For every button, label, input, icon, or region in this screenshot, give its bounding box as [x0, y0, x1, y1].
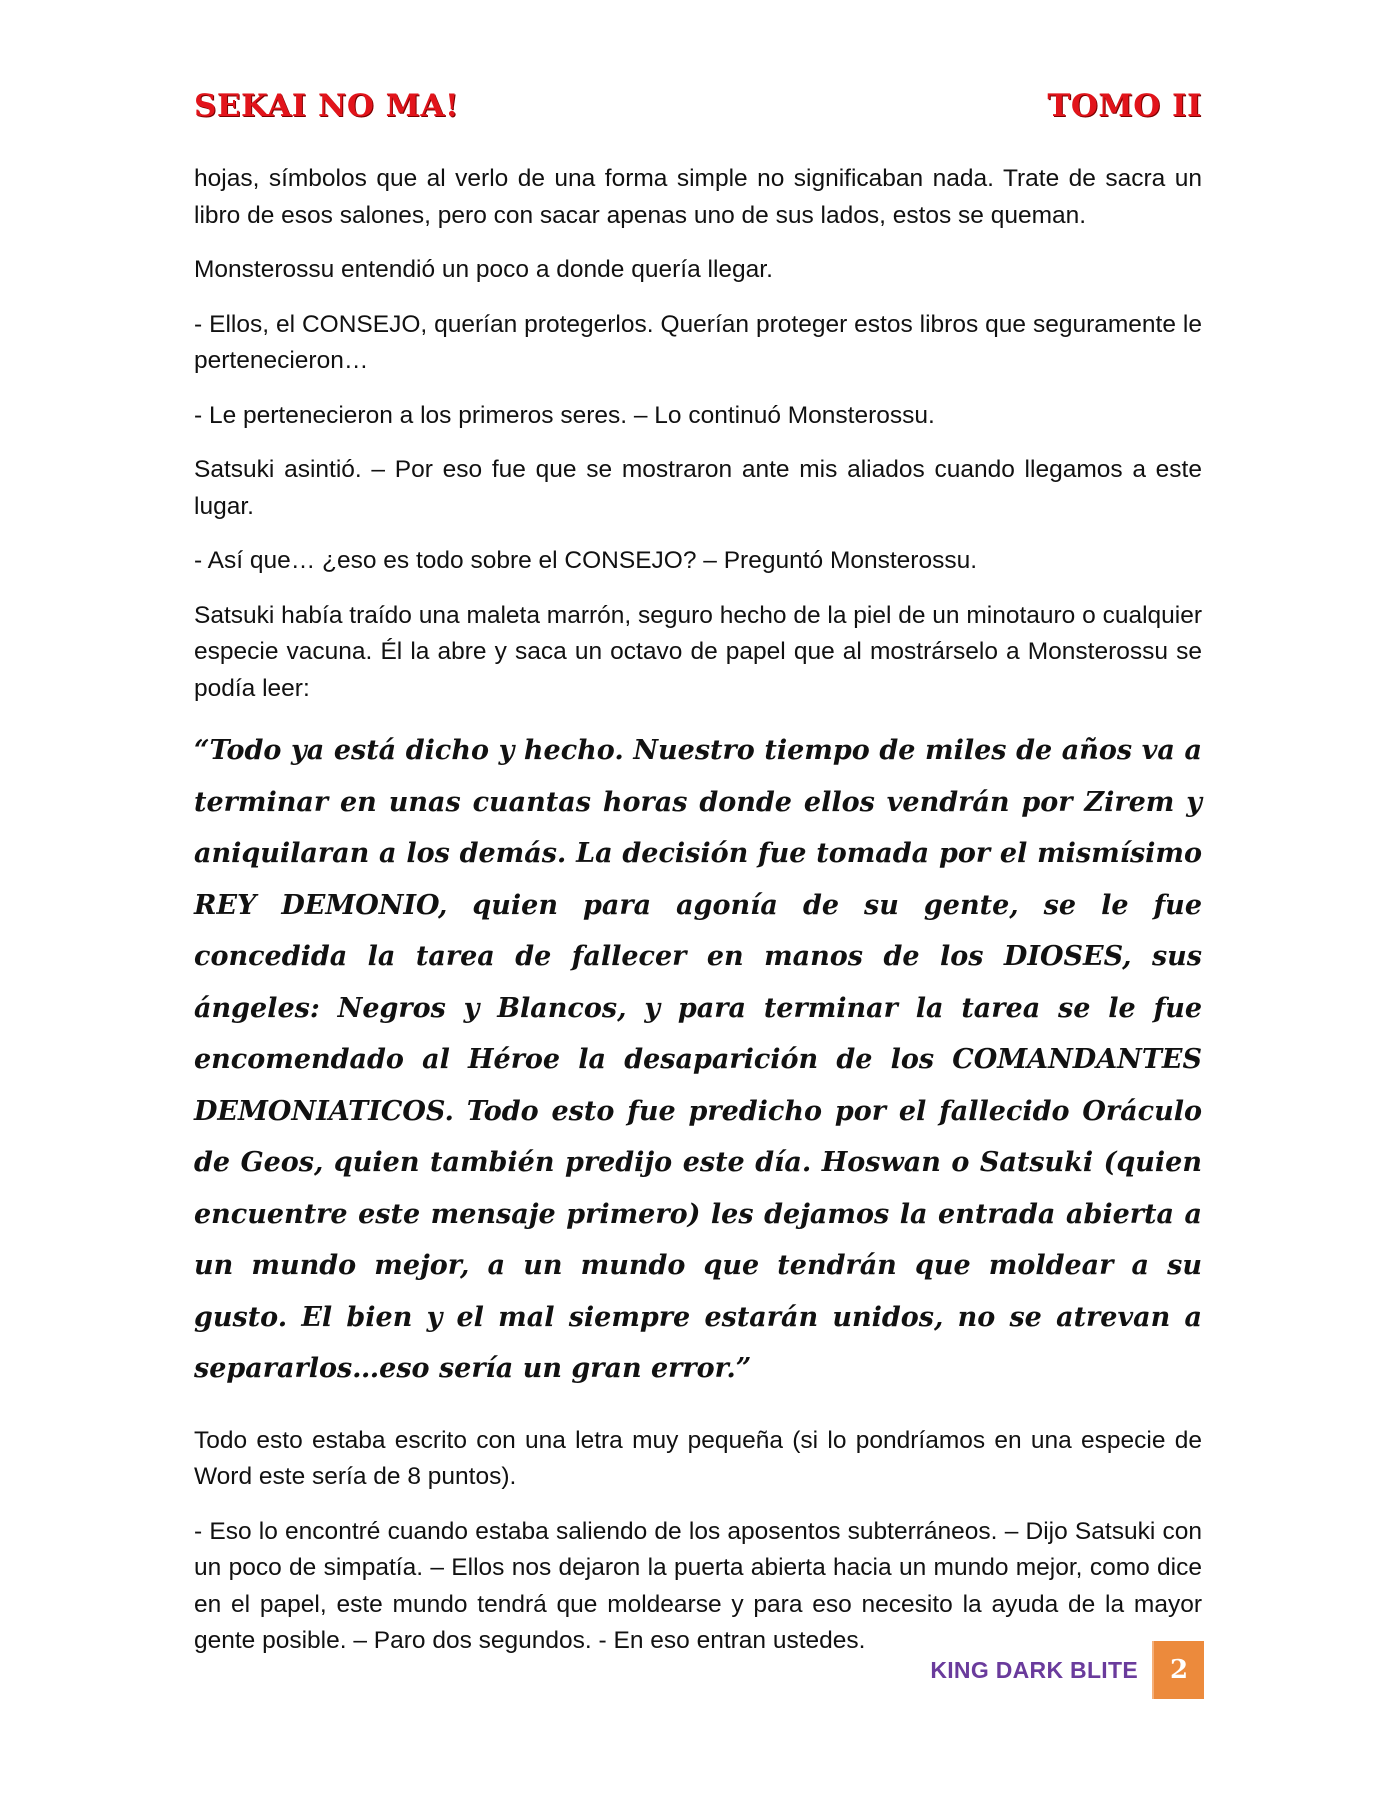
paragraph: - Eso lo encontré cuando estaba saliendo de los aposentos subterráneos. – Dijo Satsuki con un poco de simpatía. – Ellos nos dejaron la puerta abierta hacia un mundo mejor, como dice en el papel, este mundo tendrá que moldearse y para eso necesito la ayuda de la mayor gente posible. – Paro dos segundos. - En eso entran ustedes.	[194, 1517, 1202, 1654]
paragraph: - Le pertenecieron a los primeros seres. – Lo continuó Monsterossu.	[194, 401, 935, 429]
page-number-badge	[1152, 1641, 1204, 1699]
page-footer	[930, 1640, 1204, 1700]
paragraph: - Así que… ¿eso es todo sobre el CONSEJO? – Preguntó Monsterossu.	[194, 547, 978, 574]
author-name: KING DARK BLITE	[930, 1656, 1138, 1683]
paragraph: Satsuki había traído una maleta marrón, seguro hecho de la piel de un minotauro o cualquier especie vacuna. Él la abre y saca un octavo de papel que al mostrárselo a Monsterossu se podía leer:	[194, 601, 1202, 702]
paragraph: Todo esto estaba escrito con una letra muy pequeña (si lo pondríamos en una especie de Word este sería de 8 puntos).	[194, 1426, 1202, 1490]
volume-title: TOMO II	[1047, 88, 1202, 124]
book-title: SEKAI NO MA!	[194, 88, 460, 124]
quoted-letter: “Todo ya está dicho y hecho. Nuestro tiempo de miles de años va a terminar en unas cuantas horas donde ellos vendrán por Zirem y aniquilaran a los demás. La decisión fue tomada por el mismísimo REY DEMONIO, quien para agonía de su gente, se le fue concedida la tarea de fallecer en manos de los DIOSES, sus ángeles: Negros y Blancos, y para terminar la tarea se le fue encomendado al Héroe la desaparición de los COMANDANTES DEMONIATICOS. Todo esto fue predicho por el fallecido Oráculo de Geos, quien también predijo este día. Hoswan o Satsuki (quien encuentre este mensaje primero) les dejamos la entrada abierta a un mundo mejor, a un mundo que tendrán que moldear a su gusto. El bien y el mal siempre estarán unidos, no se atrevan a separarlos…eso sería un gran error.”	[194, 735, 1202, 1384]
page-number: 2	[1169, 1655, 1189, 1685]
page-body	[194, 161, 1202, 1678]
paragraph: Satsuki asintió. – Por eso fue que se mostraron ante mis aliados cuando llegamos a este lugar.	[194, 456, 1202, 520]
paragraph: hojas, símbolos que al verlo de una forma simple no significaban nada. Trate de sacra un libro de esos salones, pero con sacar apenas uno de sus lados, estos se queman.	[194, 165, 1202, 229]
page-header	[194, 88, 1202, 132]
paragraph: Monsterossu entendió un poco a donde quería llegar.	[194, 256, 773, 283]
paragraph: - Ellos, el CONSEJO, querían protegerlos. Querían proteger estos libros que seguramente le pertenecieron…	[194, 310, 1202, 374]
